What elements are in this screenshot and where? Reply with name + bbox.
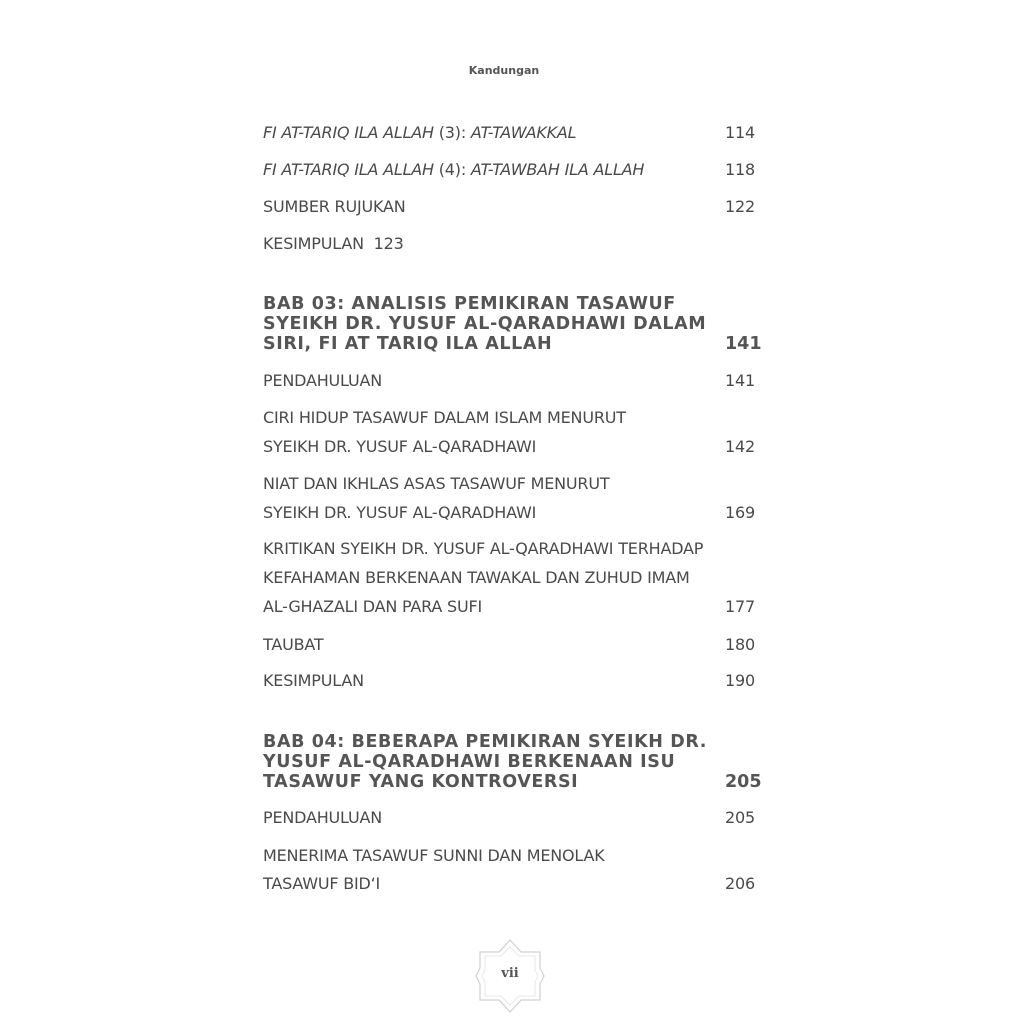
entry-text: (4): — [433, 160, 471, 179]
page-number-text: vii — [501, 966, 519, 981]
toc-entry-menerima-tasawuf[interactable] — [263, 847, 760, 893]
chapter-page-number: 205 — [725, 772, 762, 792]
entry-text: (3): — [433, 123, 471, 142]
page-number: 141 — [725, 371, 755, 390]
page-number: 205 — [725, 808, 755, 827]
entry-text: KESIMPULAN 123 — [263, 234, 404, 253]
page-number: 122 — [725, 197, 755, 216]
entry-text: KEFAHAMAN BERKENAAN TAWAKAL DAN ZUHUD IMAM — [263, 568, 690, 587]
toc-entry-ciri-hidup[interactable] — [263, 409, 760, 456]
toc-entry-niat-ikhlas[interactable] — [263, 475, 760, 522]
chapter-title-line: SIRI, FI AT TARIQ ILA ALLAH — [263, 334, 553, 354]
running-header: Kandungan — [468, 64, 540, 77]
entry-text: NIAT DAN IKHLAS ASAS TASAWUF MENURUT — [263, 474, 610, 493]
chapter-title-line: BAB 04: BEBERAPA PEMIKIRAN SYEIKH DR. — [263, 732, 707, 752]
entry-text: CIRI HIDUP TASAWUF DALAM ISLAM MENURUT — [263, 408, 626, 427]
page-number: 177 — [725, 597, 755, 616]
toc-entry-kesimpulan[interactable] — [263, 235, 760, 253]
toc-entry-pendahuluan-bab-04[interactable] — [263, 809, 760, 827]
entry-text: TAUBAT — [263, 635, 324, 654]
page-number: 206 — [725, 874, 755, 893]
entry-text: KRITIKAN SYEIKH DR. YUSUF AL-QARADHAWI TERHADAP — [263, 539, 704, 558]
page-number-badge — [474, 938, 546, 1014]
entry-text: PENDAHULUAN — [263, 371, 382, 390]
entry-text: AL-GHAZALI DAN PARA SUFI — [263, 597, 483, 616]
toc-entry-kesimpulan-bab-03[interactable] — [263, 672, 760, 690]
toc-entry-tawbah[interactable] — [263, 161, 760, 179]
page-number: 190 — [725, 671, 755, 690]
entry-text-italic: AT-TAWBAH ILA ALLAH — [470, 160, 645, 179]
chapter-title-line: YUSUF AL-QARADHAWI BERKENAAN ISU — [263, 752, 676, 772]
toc-entry-pendahuluan[interactable] — [263, 372, 760, 390]
entry-text: KESIMPULAN — [263, 671, 364, 690]
page-number: 114 — [725, 123, 755, 142]
entry-text: SYEIKH DR. YUSUF AL-QARADHAWI — [263, 437, 537, 456]
toc-entry-kritikan[interactable] — [263, 540, 760, 616]
toc-entry-taubat[interactable] — [263, 636, 760, 654]
entry-text: PENDAHULUAN — [263, 808, 382, 827]
chapter-heading-bab-03[interactable] — [263, 294, 760, 354]
page-number: 142 — [725, 437, 755, 456]
page-number: 118 — [725, 160, 755, 179]
entry-text-italic: FI AT-TARIQ ILA ALLAH — [263, 123, 434, 142]
entry-text-italic: AT-TAWAKKAL — [470, 123, 577, 142]
chapter-title-line: SYEIKH DR. YUSUF AL-QARADHAWI DALAM — [263, 314, 707, 334]
entry-text-italic: FI AT-TARIQ ILA ALLAH — [263, 160, 434, 179]
page-number: 180 — [725, 635, 755, 654]
toc-entry-sumber-rujukan[interactable] — [263, 198, 760, 216]
page-number: 169 — [725, 503, 755, 522]
entry-text: SUMBER RUJUKAN — [263, 197, 406, 216]
chapter-heading-bab-04[interactable] — [263, 732, 760, 792]
entry-text: TASAWUF BID‘I — [263, 874, 381, 893]
chapter-page-number: 141 — [725, 334, 762, 354]
chapter-title-line: BAB 03: ANALISIS PEMIKIRAN TASAWUF — [263, 294, 676, 314]
entry-text: MENERIMA TASAWUF SUNNI DAN MENOLAK — [263, 846, 605, 865]
entry-text: SYEIKH DR. YUSUF AL-QARADHAWI — [263, 503, 537, 522]
toc-entry-tawakkal[interactable] — [263, 124, 760, 142]
chapter-title-line: TASAWUF YANG KONTROVERSI — [263, 772, 579, 792]
